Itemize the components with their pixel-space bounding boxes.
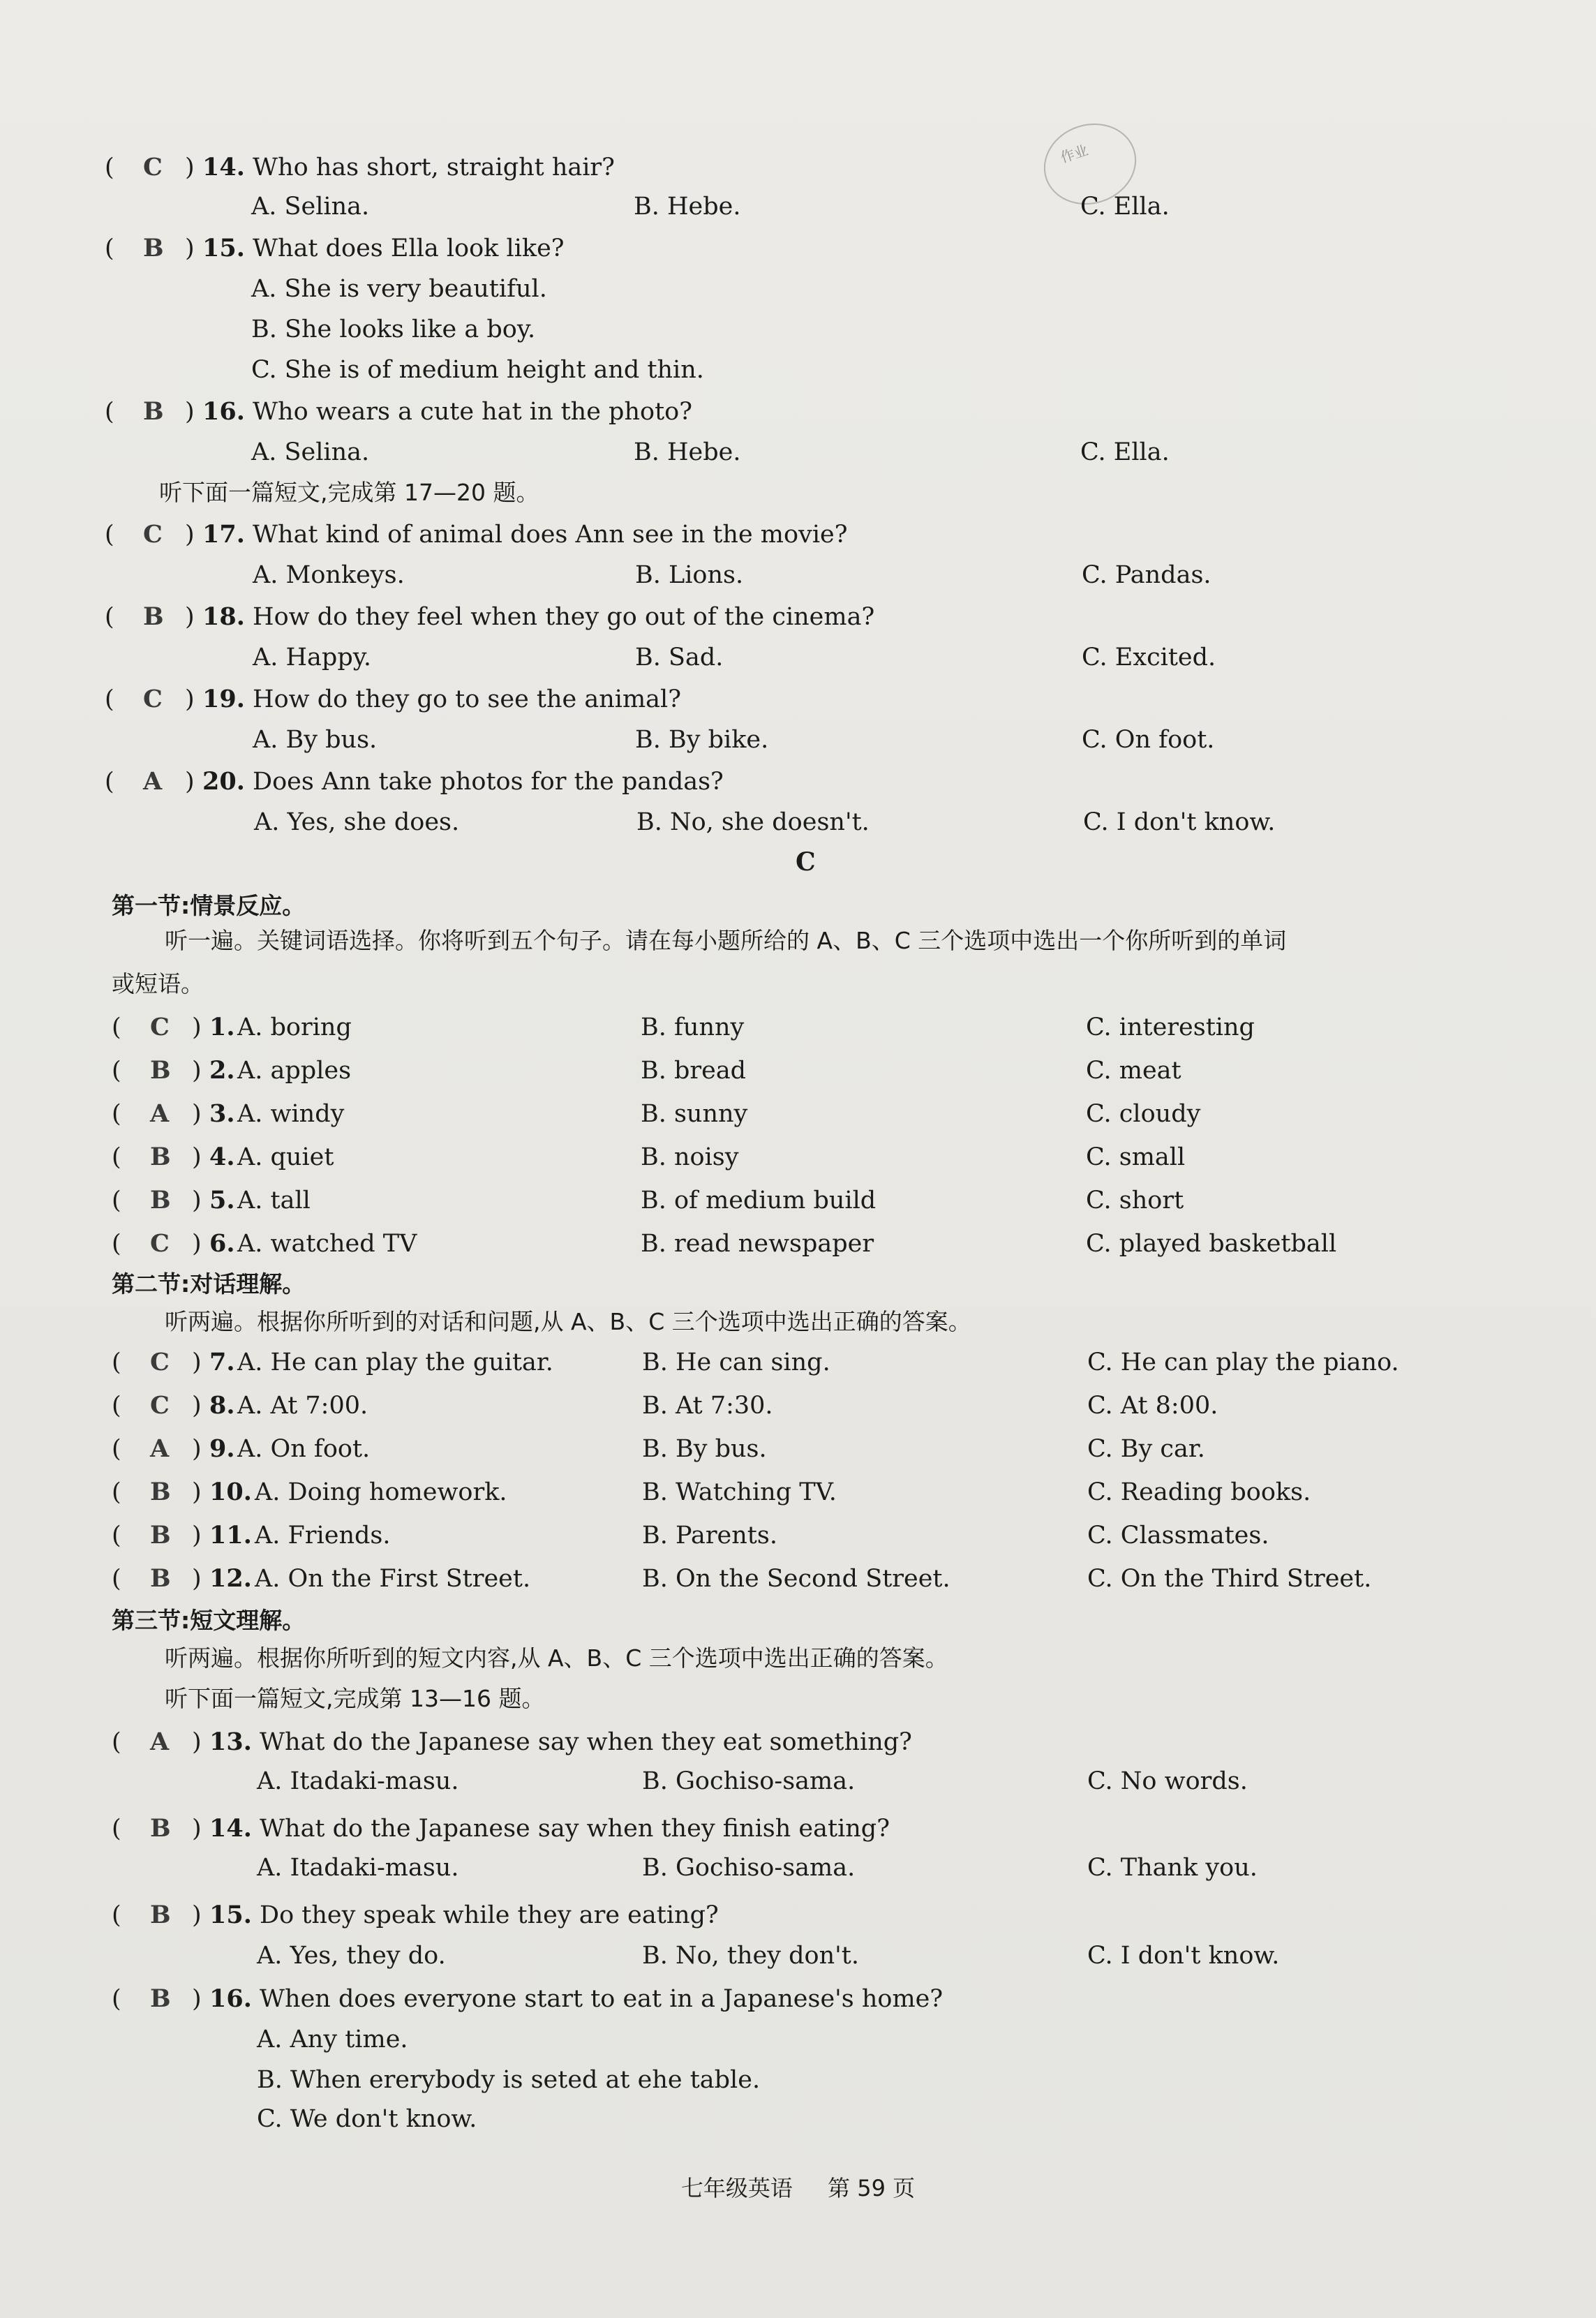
- option-c: C. On the Third Street.: [1087, 1565, 1372, 1593]
- option-b: B. At 7:30.: [642, 1392, 773, 1420]
- option-c: C. He can play the piano.: [1087, 1349, 1399, 1376]
- option-c: C. Classmates.: [1087, 1522, 1269, 1550]
- option-a: A. apples: [237, 1057, 352, 1085]
- question-number: 19.: [202, 685, 245, 713]
- question-text: How do they feel when they go out of the cinema?: [253, 603, 875, 631]
- answer-letter: A: [150, 1099, 170, 1128]
- option-b: B. On the Second Street.: [642, 1565, 950, 1593]
- question-text: When does everyone start to eat in a Japanese's home?: [260, 1985, 944, 2013]
- option-b: B. Sad.: [635, 644, 724, 671]
- option-b: B. When ererybody is seted at ehe table.: [257, 2066, 761, 2094]
- option-b: B. Parents.: [642, 1522, 777, 1550]
- listen-instruction-13-16: 听下面一篇短文,完成第 13—16 题。: [165, 1685, 545, 1712]
- question-number: 15.: [202, 234, 245, 262]
- question-number: 3.: [209, 1099, 235, 1128]
- option-b: B. Hebe.: [634, 438, 741, 466]
- question-number: 16.: [202, 397, 245, 426]
- answer-letter: B: [150, 1478, 171, 1506]
- part2-instruction: 听两遍。根据你所听到的对话和问题,从 A、B、C 三个选项中选出正确的答案。: [165, 1308, 971, 1335]
- question-text: Who has short, straight hair?: [253, 154, 615, 181]
- question-text: What does Ella look like?: [253, 235, 565, 262]
- part1-instruction-line2: 或短语。: [112, 970, 204, 997]
- question-number: 6.: [209, 1229, 235, 1258]
- option-b: B. Gochiso-sama.: [642, 1767, 856, 1795]
- question-number: 11.: [209, 1521, 252, 1550]
- option-c: C. By car.: [1087, 1435, 1205, 1463]
- option-b: B. sunny: [641, 1100, 748, 1128]
- option-a: A. watched TV: [237, 1230, 417, 1258]
- question-text: Who wears a cute hat in the photo?: [253, 398, 692, 426]
- option-c: C. short: [1086, 1187, 1184, 1214]
- option-c: C. I don't know.: [1087, 1942, 1280, 1970]
- option-a: A. Itadaki-masu.: [257, 1767, 459, 1795]
- option-a: A. By bus.: [253, 726, 378, 754]
- part1-instruction-line1: 听一遍。关键词语选择。你将听到五个句子。请在每小题所给的 A、B、C 三个选项中选出一个你所听到的单词: [165, 927, 1287, 954]
- answer-letter: B: [143, 602, 164, 631]
- question-text: Does Ann take photos for the pandas?: [253, 768, 724, 796]
- part3-heading: 第三节:短文理解。: [112, 1607, 306, 1634]
- option-b: B. read newspaper: [641, 1230, 874, 1258]
- footer-page-number: 第 59 页: [828, 2175, 916, 2201]
- option-b: B. Hebe.: [634, 193, 741, 221]
- option-c: C. Ella.: [1080, 438, 1170, 466]
- option-b: B. By bike.: [635, 726, 769, 754]
- option-b: B. Gochiso-sama.: [642, 1854, 856, 1882]
- option-c: C. Pandas.: [1082, 561, 1211, 589]
- option-a: A. tall: [237, 1187, 311, 1214]
- option-a: A. On foot.: [237, 1435, 371, 1463]
- option-a: A. Doing homework.: [255, 1478, 507, 1506]
- option-a: A. Itadaki-masu.: [257, 1854, 459, 1882]
- option-a: A. Happy.: [253, 644, 371, 671]
- answer-letter: C: [143, 153, 163, 181]
- option-c: C. Reading books.: [1087, 1478, 1311, 1506]
- stamp-text: 作业: [1058, 141, 1091, 166]
- option-b: B. funny: [641, 1013, 745, 1041]
- option-c: C. cloudy: [1086, 1100, 1201, 1128]
- answer-letter: C: [150, 1391, 170, 1420]
- question-text: What do the Japanese say when they finish eating?: [260, 1815, 890, 1843]
- option-b: B. She looks like a boy.: [251, 315, 536, 343]
- answer-letter: B: [150, 1521, 171, 1550]
- option-c: C. No words.: [1087, 1767, 1248, 1795]
- answer-letter: C: [143, 520, 163, 549]
- option-b: B. noisy: [641, 1143, 739, 1171]
- answer-letter: A: [150, 1434, 170, 1463]
- answer-letter: B: [150, 1186, 171, 1214]
- option-c: C. meat: [1086, 1057, 1181, 1085]
- option-b: B. He can sing.: [642, 1349, 830, 1376]
- option-b: B. Lions.: [635, 561, 744, 589]
- worksheet-page: 作业 ( C ) 14. Who has short, straight hair? A. Selina. B. Hebe. C. Ella. ( B ) 15. What does Ella look like? A. She is very beautiful. B. She looks like a boy. C. She is of medium height and thin. ( B ) 16. Who wears a cute hat in the photo? A. Selina. B. Hebe. C. Ella. 听下面一篇短文,完成第 17—20 题。 ( C ) 17. What kind of animal does Ann see in the movie? A. Monkeys. B. Lions. C. Pandas. ( B ) 18. How do they feel when they go out of the cinema? A. Happy. B. Sad. C. Excited. ( C ) 19. How do they go to see the animal? A. By bus. B. By bike. C. On foot. ( A ) 20. Does Ann take photos for the pandas? A. Yes, she does. B. No, she doesn't. C. I don't know. C 第一节:情景反应。 听一遍。关键词语选择。你将听到五个句子。请在每小题所给的 A、B、C 三个选项中选出一个你所听到的单词 或短语。 ( C ) 1. A. boring B. funny C. interesting ( B ) 2. A. apples B. bread C. meat ( A ) 3. A. windy B. sunny C. cloudy ( B ) 4. A. quiet B. noisy C. small ( B ) 5. A. tall B. of medium build C. short ( C ) 6. A. watched TV B. read newspaper C. played basketball 第二节:对话理解。 听两遍。根据你所听到的对话和问题,从 A、B、C 三个选项中选出正确的答案。 ( C ) 7. A. He can play the guitar. B. He can sing. C. He can play the piano. ( C ) 8. A. At 7:00. B. At 7:30. C. At 8:00. ( A ) 9. A. On foot. B. By bus. C. By car. ( B ) 10. A. Doing homework. B. Watching TV. C. Reading books. ( B ) 11. A. Friends. B. Parents. C. Classmates. ( B ) 12. A. On the First Street. B. On the Second Street. C. On the Third Street. 第三节:短文理解。 听两遍。根据你所听到的短文内容,从 A、B、C 三个选项中选出正确的答案。 听下面一篇短文,完成第 13—16 题。 ( A ) 13. What do the Japanese say when they eat something? A. Itadaki-masu. B. Gochiso-sama. C. No words. ( B ) 14. What do the Japanese say when they finish eating? A. Itadaki-masu. B. Gochiso-sama. C. Thank you. ( B ) 15. Do they speak while they are eating? A. Yes, they do. B. No, they don't. C. I don't know. ( B ) 16. When does everyone start to eat in a Japanese's home? A. Any time. B. When ererybody is seted at ehe table. C. We don't know. 七年级英语 第 59 页: [0, 0, 1596, 2318]
- question-number: 17.: [202, 520, 245, 549]
- question-text: What kind of animal does Ann see in the movie?: [253, 521, 848, 549]
- question-number: 14.: [209, 1814, 252, 1843]
- option-c: C. At 8:00.: [1087, 1392, 1218, 1420]
- question-number: 7.: [209, 1348, 235, 1376]
- option-a: A. On the First Street.: [255, 1565, 531, 1593]
- option-a: A. Selina.: [251, 193, 370, 221]
- question-number: 18.: [202, 602, 245, 631]
- answer-letter: B: [150, 1143, 171, 1171]
- part3-instruction: 听两遍。根据你所听到的短文内容,从 A、B、C 三个选项中选出正确的答案。: [165, 1644, 948, 1672]
- answer-letter: C: [143, 685, 163, 713]
- question-number: 20.: [202, 767, 245, 796]
- answer-letter: B: [143, 397, 164, 426]
- answer-letter: B: [150, 1984, 171, 2013]
- answer-letter: B: [150, 1901, 171, 1929]
- option-c: C. She is of medium height and thin.: [251, 356, 704, 384]
- answer-letter: A: [143, 767, 163, 796]
- question-number: 2.: [209, 1056, 235, 1085]
- option-c: C. Excited.: [1082, 644, 1216, 671]
- option-c: C. played basketball: [1086, 1230, 1337, 1258]
- question-text: What do the Japanese say when they eat something?: [260, 1728, 912, 1756]
- part2-heading: 第二节:对话理解。: [112, 1270, 306, 1298]
- option-b: B. Watching TV.: [642, 1478, 837, 1506]
- option-a: A. Any time.: [257, 2026, 408, 2053]
- answer-letter: C: [150, 1348, 170, 1376]
- option-b: B. By bus.: [642, 1435, 767, 1463]
- footer-subject: 七年级英语: [680, 2175, 793, 2201]
- part1-heading: 第一节:情景反应。: [112, 892, 306, 919]
- option-a: A. Yes, she does.: [254, 808, 460, 836]
- option-a: A. Yes, they do.: [257, 1942, 446, 1970]
- option-c: C. Ella.: [1080, 193, 1170, 221]
- option-b: B. of medium build: [641, 1187, 877, 1214]
- option-c: C. interesting: [1086, 1013, 1255, 1041]
- answer-letter: B: [150, 1814, 171, 1843]
- listen-instruction-17-20: 听下面一篇短文,完成第 17—20 题。: [159, 479, 539, 506]
- answer-letter: C: [150, 1229, 170, 1258]
- question-number: 4.: [209, 1143, 235, 1171]
- answer-letter: B: [143, 234, 164, 262]
- answer-letter: B: [150, 1056, 171, 1085]
- question-number: 13.: [209, 1728, 252, 1756]
- option-a: A. windy: [237, 1100, 345, 1128]
- question-number: 5.: [209, 1186, 235, 1214]
- page-footer: [0, 2171, 1596, 2203]
- answer-letter: A: [150, 1728, 170, 1756]
- option-b: B. bread: [641, 1057, 747, 1085]
- question-number: 8.: [209, 1391, 235, 1420]
- option-b: B. No, they don't.: [642, 1942, 859, 1970]
- answer-letter: C: [150, 1013, 170, 1041]
- option-c: C. On foot.: [1082, 726, 1215, 754]
- option-c: C. Thank you.: [1087, 1854, 1258, 1882]
- option-a: A. Friends.: [255, 1522, 391, 1550]
- question-number: 1.: [209, 1013, 235, 1041]
- option-a: A. She is very beautiful.: [251, 275, 547, 303]
- question-number: 16.: [209, 1984, 252, 2013]
- option-c: C. small: [1086, 1143, 1186, 1171]
- question-number: 10.: [209, 1478, 252, 1506]
- question-number: 14.: [202, 153, 245, 181]
- option-a: A. Selina.: [251, 438, 370, 466]
- option-c: C. We don't know.: [257, 2105, 477, 2133]
- question-number: 9.: [209, 1434, 235, 1463]
- question-text: How do they go to see the animal?: [253, 685, 681, 713]
- section-c-letter: C: [796, 847, 816, 877]
- option-a: A. At 7:00.: [237, 1392, 368, 1420]
- option-c: C. I don't know.: [1083, 808, 1276, 836]
- option-a: A. quiet: [237, 1143, 334, 1171]
- option-a: A. boring: [237, 1013, 352, 1041]
- question-text: Do they speak while they are eating?: [260, 1901, 719, 1929]
- question-number: 15.: [209, 1901, 252, 1929]
- option-a: A. He can play the guitar.: [237, 1349, 553, 1376]
- answer-letter: B: [150, 1564, 171, 1593]
- question-number: 12.: [209, 1564, 252, 1593]
- option-b: B. No, she doesn't.: [636, 808, 870, 836]
- option-a: A. Monkeys.: [253, 561, 405, 589]
